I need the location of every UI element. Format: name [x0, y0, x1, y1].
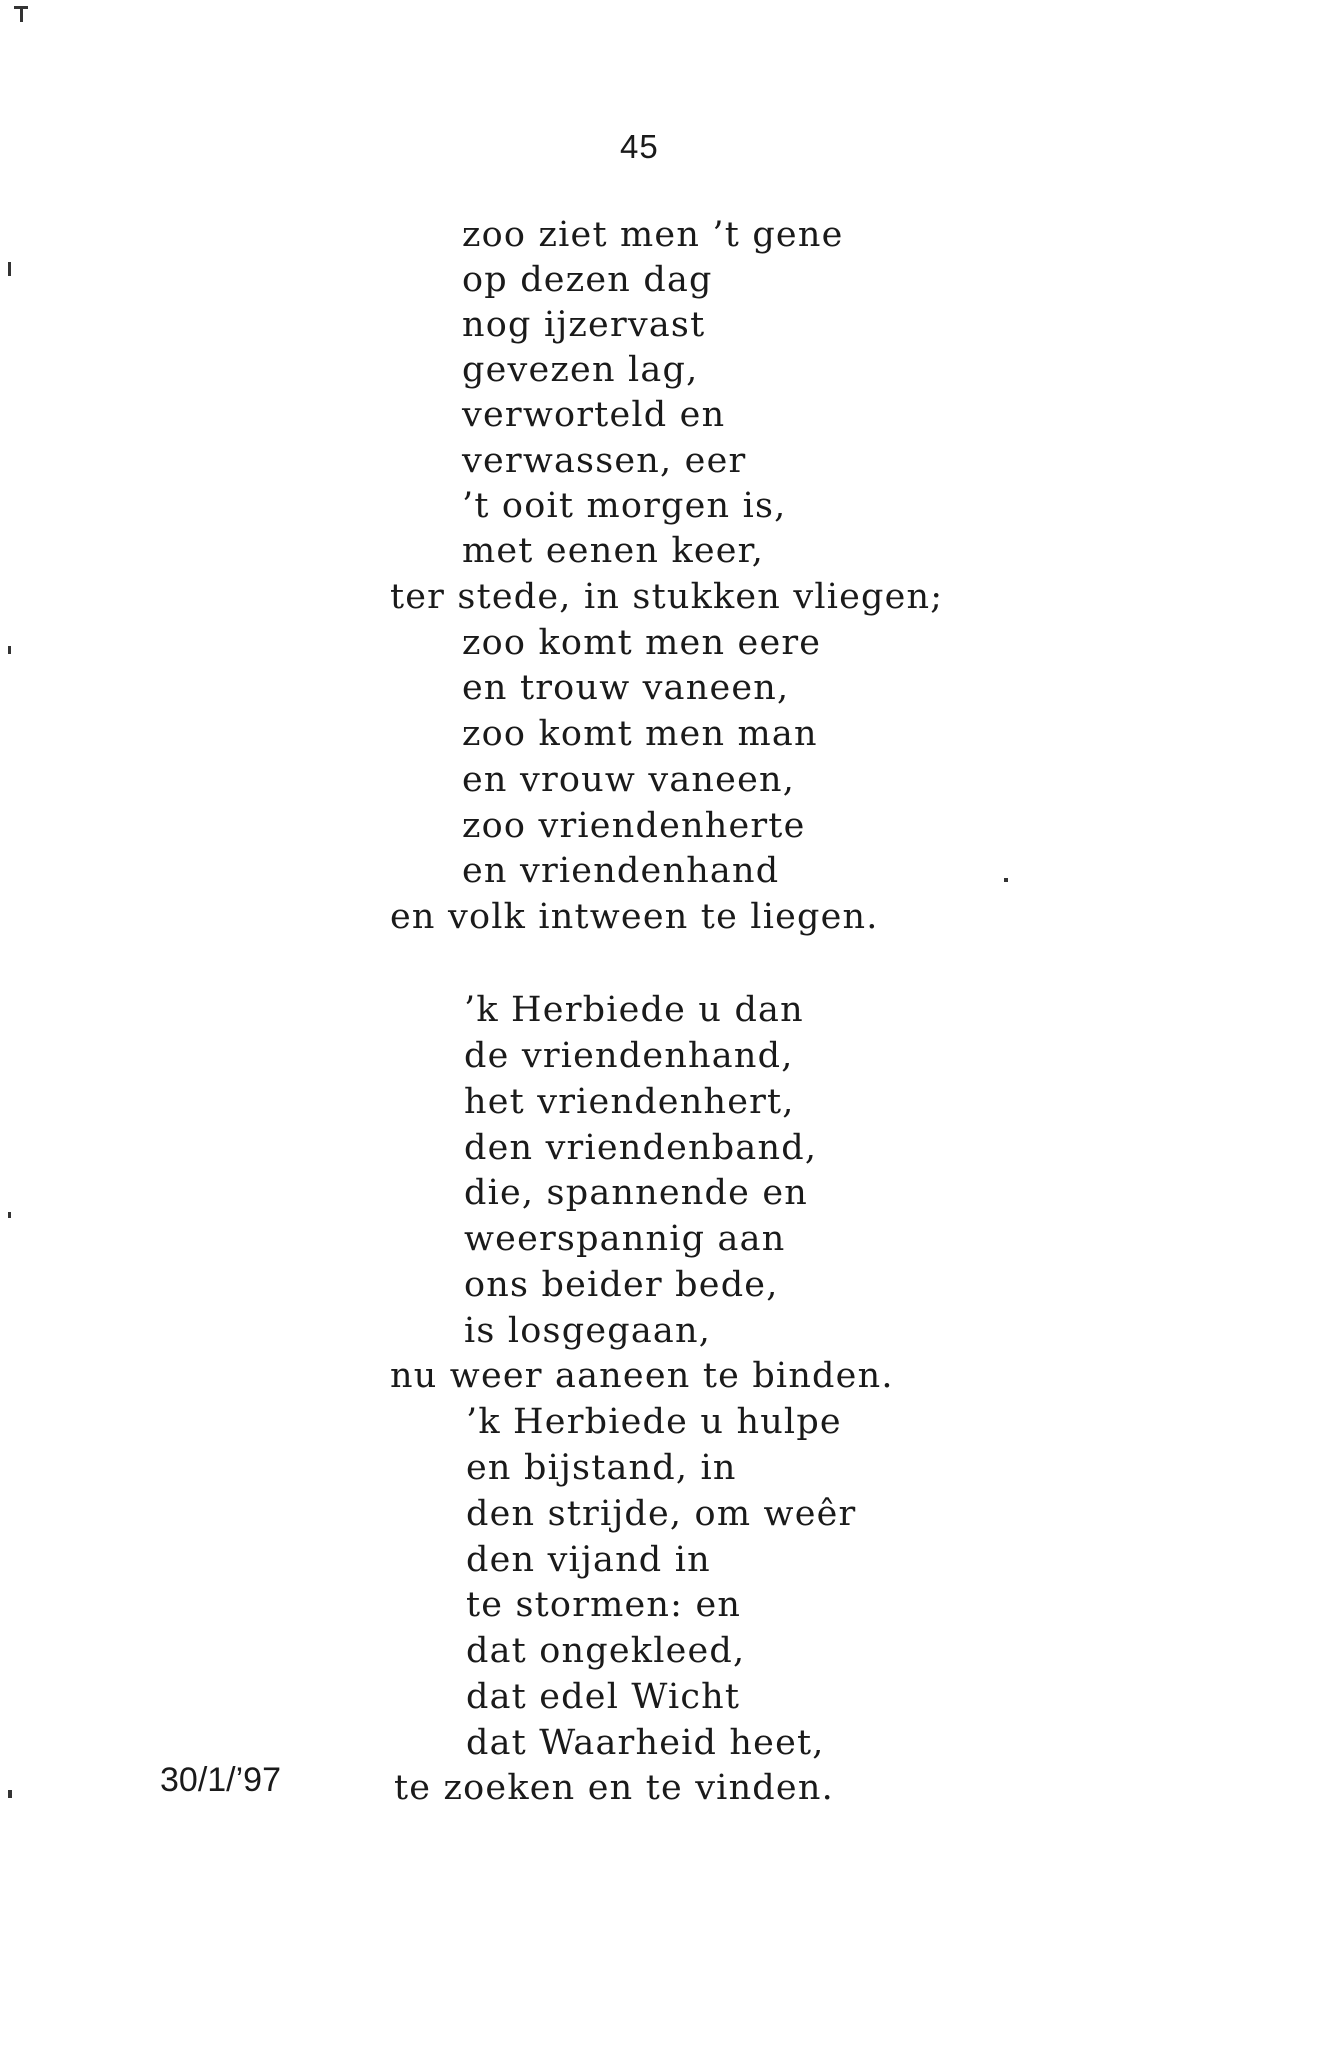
page-number: 45	[620, 128, 659, 165]
poem-line: en trouw vaneen,	[462, 668, 790, 708]
poem-line: den vijand in	[466, 1540, 711, 1580]
poem-line: en volk intween te liegen.	[390, 897, 879, 937]
poem-line: dat edel Wicht	[466, 1677, 741, 1717]
poem-line: met eenen keer,	[462, 531, 765, 571]
poem-line: den vriendenband,	[464, 1128, 818, 1168]
poem-line: weerspannig aan	[464, 1219, 786, 1259]
scan-mark	[1004, 878, 1008, 882]
poem-line: die, spannende en	[464, 1173, 809, 1213]
poem-line: zoo komt men man	[462, 714, 818, 754]
poem-line: is losgegaan,	[464, 1311, 712, 1351]
poem-line: ’t ooit morgen is,	[462, 486, 787, 526]
scan-mark	[8, 1212, 11, 1218]
poem-line: en vriendenhand	[462, 851, 780, 891]
poem-line: op dezen dag	[462, 260, 713, 300]
date-note: 30/1/’97	[160, 1761, 281, 1799]
poem-line: verwassen, eer	[462, 441, 747, 481]
scan-mark	[20, 8, 23, 22]
poem-line: zoo komt men eere	[462, 623, 822, 663]
poem-line: zoo vriendenherte	[462, 806, 806, 846]
poem-line: het vriendenhert,	[464, 1082, 795, 1122]
poem-line: dat Waarheid heet,	[466, 1723, 825, 1763]
poem-line: ter stede, in stukken vliegen;	[390, 577, 944, 617]
poem-line: ’k Herbiede u hulpe	[466, 1402, 842, 1442]
poem-line: ons beider bede,	[464, 1265, 779, 1305]
poem-line: te zoeken en te vinden.	[394, 1768, 834, 1808]
poem-line: te stormen: en	[466, 1585, 742, 1625]
poem-line: verworteld en	[462, 395, 726, 435]
poem-line: nu weer aaneen te binden.	[390, 1356, 894, 1396]
poem-line: en vrouw vaneen,	[462, 760, 796, 800]
poem-line: zoo ziet men ’t gene	[462, 215, 844, 255]
poem-line: den strijde, om weêr	[466, 1494, 857, 1534]
scan-mark	[8, 646, 11, 654]
scan-mark	[8, 1790, 12, 1798]
poem-line: gevezen lag,	[462, 350, 699, 390]
poem-line: ’k Herbiede u dan	[464, 990, 804, 1030]
poem-line: nog ijzervast	[462, 305, 706, 345]
poem-line: de vriendenhand,	[464, 1036, 794, 1076]
poem-line: dat ongekleed,	[466, 1631, 746, 1671]
scan-mark	[8, 262, 11, 276]
poem-line: en bijstand, in	[466, 1448, 737, 1488]
